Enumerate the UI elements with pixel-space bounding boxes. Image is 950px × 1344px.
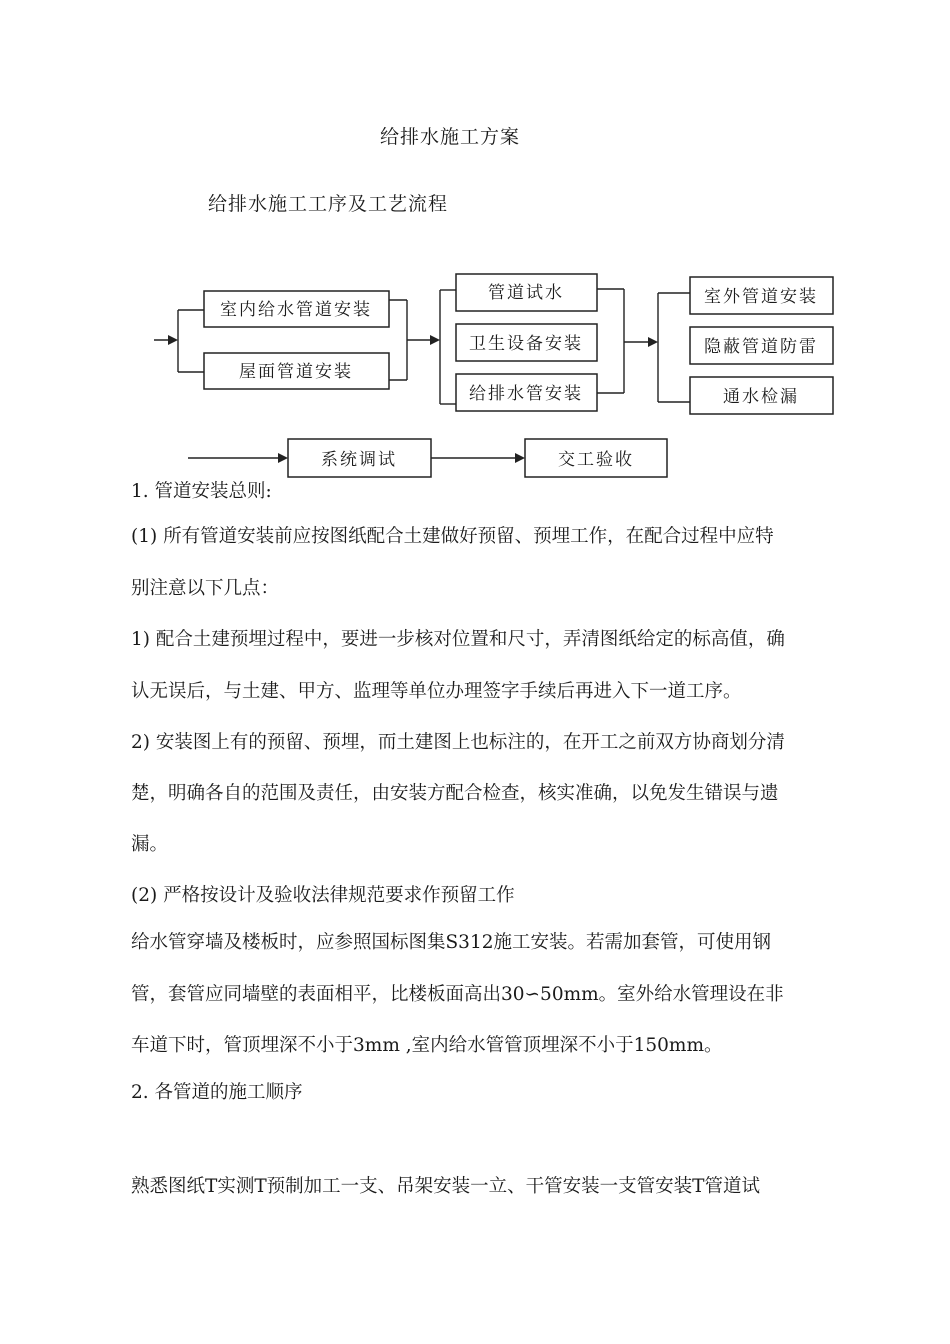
flow-box-roof-pipe xyxy=(204,353,389,389)
section-subtitle: 给排水施工工序及工艺流程 xyxy=(208,193,449,215)
svg-text:室外管道安装: 室外管道安装 xyxy=(704,287,818,307)
flow-box-indoor-water-supply xyxy=(204,291,389,327)
body-line: 2) 安装图上有的预留、预埋，而土建图上也标注的，在开工之前双方协商划分清 xyxy=(131,732,785,753)
flow-box-concealed-pipe-lightning xyxy=(690,327,833,364)
body-line: (1) 所有管道安装前应按图纸配合土建做好预留、预埋工作，在配合过程中应特 xyxy=(131,526,774,547)
svg-text:交工验收: 交工验收 xyxy=(558,450,634,470)
body-line: 认无误后，与土建、甲方、监理等单位办理签字手续后再进入下一道工序。 xyxy=(131,681,742,702)
svg-text:隐蔽管道防雷: 隐蔽管道防雷 xyxy=(704,337,818,357)
svg-text:通水检漏: 通水检漏 xyxy=(723,387,799,407)
svg-text:卫生设备安装: 卫生设备安装 xyxy=(469,334,583,354)
body-line: 1. 管道安装总则: xyxy=(131,481,272,502)
flow-box-system-debug xyxy=(288,439,431,477)
body-line: (2) 严格按设计及验收法律规范要求作预留工作 xyxy=(131,885,515,906)
document-title: 给排水施工方案 xyxy=(379,126,520,148)
svg-text:给排水管安装: 给排水管安装 xyxy=(469,384,583,404)
flow-box-pipe-water-test xyxy=(456,274,597,311)
body-line: 漏。 xyxy=(131,834,169,855)
process-flowchart xyxy=(0,0,950,490)
body-line: 熟悉图纸T实测T预制加工一支、吊架安装一立、干管安装一支管安装T管道试 xyxy=(131,1176,761,1197)
flow-box-handover-acceptance xyxy=(525,439,667,477)
svg-text:系统调试: 系统调试 xyxy=(321,450,397,470)
svg-text:管道试水: 管道试水 xyxy=(488,283,564,303)
flow-box-sanitary-equipment xyxy=(456,324,597,361)
svg-text:屋面管道安装: 屋面管道安装 xyxy=(239,362,353,382)
svg-text:室内给水管道安装: 室内给水管道安装 xyxy=(220,300,372,320)
body-line: 1) 配合土建预埋过程中，要进一步核对位置和尺寸，弄清图纸给定的标高值，确 xyxy=(131,629,785,650)
flow-box-drainage-pipe xyxy=(456,374,597,411)
body-line: 楚，明确各自的范围及责任，由安装方配合检查，核实准确，以免发生错误与遗 xyxy=(131,783,779,804)
body-line: 给水管穿墙及楼板时，应参照国标图集S312施工安装。若需加套管，可使用钢 xyxy=(131,932,771,953)
body-line: 别注意以下几点： xyxy=(131,578,280,599)
body-line: 管，套管应同墙壁的表面相平，比楼板面高出30∽50mm。室外给水管理设在非 xyxy=(131,984,784,1005)
flow-box-water-leak-check xyxy=(690,377,833,414)
body-line: 车道下时，管顶埋深不小于3mm ,室内给水管管顶埋深不小于150mm。 xyxy=(131,1035,723,1056)
flow-box-outdoor-pipe xyxy=(690,277,833,314)
body-line: 2. 各管道的施工顺序 xyxy=(131,1082,303,1103)
